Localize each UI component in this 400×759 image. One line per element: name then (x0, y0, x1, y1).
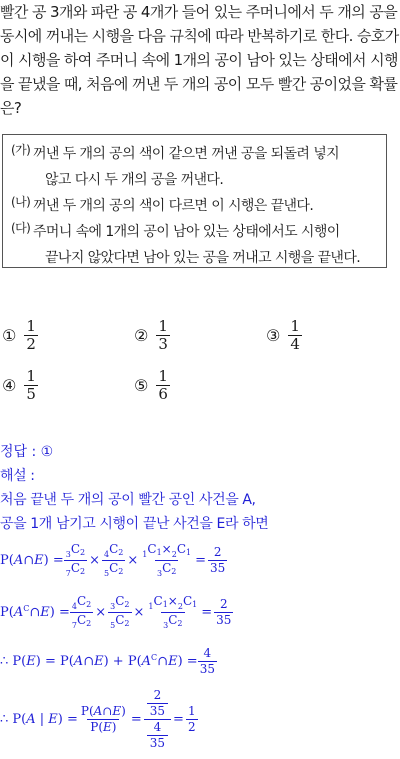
rule-ga (11, 141, 378, 193)
choice-2[interactable] (134, 318, 170, 353)
rule-line: 끝나지 않았다면 남아 있는 공을 꺼내고 시행을 끝낸다. (45, 250, 361, 266)
rule-tag: (다) (11, 221, 31, 235)
rule-line: 않고 다시 두 개의 공을 꺼낸다. (45, 172, 224, 188)
formula-p-a-given-e: ∴ P(A | E) = $\frac{P(A\cap E)}{P(E)}$ = $\frac{\frac{2}{35}}{\frac{4}{35}}$ = $\frac{1}{2}$ (0, 688, 196, 750)
rule-tag: (가) (11, 143, 31, 157)
choice-number: ④ (2, 376, 17, 395)
rule-da (11, 219, 378, 271)
formula-p-a-and-e: P(A∩E) = $\frac{_3C_2}{_7C_2}$ × $\frac{_4C_2}{_5C_2}$ × $\frac{_1C_1\times_2C_1}{_3C_2}$ = $\frac{2}{35}$ (0, 542, 226, 578)
choice-number: ③ (266, 326, 281, 345)
solution-label: 해설 : (0, 468, 35, 484)
solution-line: 공을 1개 남기고 시행이 끝난 사건을 E라 하면 (0, 516, 269, 532)
rule-na (11, 193, 378, 219)
choice-1[interactable] (2, 318, 38, 353)
result-fraction: $\frac{2}{35}$ (216, 597, 232, 627)
choice-3[interactable] (266, 318, 302, 353)
result-fraction: $\frac{2}{35}$ (210, 545, 226, 575)
choice-fraction: $\frac{1}{3}$ (158, 317, 168, 353)
rules-box (2, 134, 387, 268)
problem-text: 빨간 공 3개와 파란 공 4개가 들어 있는 주머니에서 두 개의 공을 동시에 꺼내는 시행을 다음 규칙에 따라 반복하기로 한다. 승호가 이 시행을 하여 주머니 속에 1개의 공이 남아 있는 상태에서 시행을 끝냈을 때, 처음에 꺼낸 두 개의 공이 모두 빨간 공이었을 확률은? (0, 3, 399, 117)
rule-line: 주머니 속에 1개의 공이 남아 있는 상태에서도 시행이 (33, 224, 340, 240)
choice-fraction: $\frac{1}{4}$ (290, 317, 300, 353)
formula-p-e: ∴ P(E) = P(A∩E) + $P(A^C\cap E)$ = $\frac{4}{35}$ (0, 646, 215, 676)
formula-p-ac-and-e: $P(A^C\cap E)$ = $\frac{_4C_2}{_7C_2}$ × $\frac{_3C_2}{_5C_2}$ × $\frac{_1C_1\times_2C_1}{_3C_2}$ = $\frac{2}{35}$ (0, 594, 232, 630)
choice-number: ⑤ (134, 376, 149, 395)
choice-number: ① (2, 326, 17, 345)
solution-line: 처음 끝낸 두 개의 공이 빨간 공인 사건을 A, (0, 492, 256, 508)
choice-fraction: $\frac{1}{6}$ (158, 367, 168, 403)
choice-4[interactable] (2, 368, 38, 403)
choice-fraction: $\frac{1}{2}$ (26, 317, 36, 353)
rule-line: 꺼낸 두 개의 공의 색이 다르면 이 시행은 끝낸다. (33, 198, 314, 214)
result-fraction: $\frac{4}{35}$ (199, 646, 215, 676)
result-fraction: $\frac{1}{2}$ (187, 704, 196, 734)
rule-line: 꺼낸 두 개의 공의 색이 같으면 꺼낸 공을 되돌려 넣지 (33, 146, 340, 162)
rule-tag: (나) (11, 195, 31, 209)
answer-label: 정답 : ① (0, 444, 54, 460)
choice-fraction: $\frac{1}{5}$ (26, 367, 36, 403)
choice-number: ② (134, 326, 149, 345)
choice-5[interactable] (134, 368, 170, 403)
